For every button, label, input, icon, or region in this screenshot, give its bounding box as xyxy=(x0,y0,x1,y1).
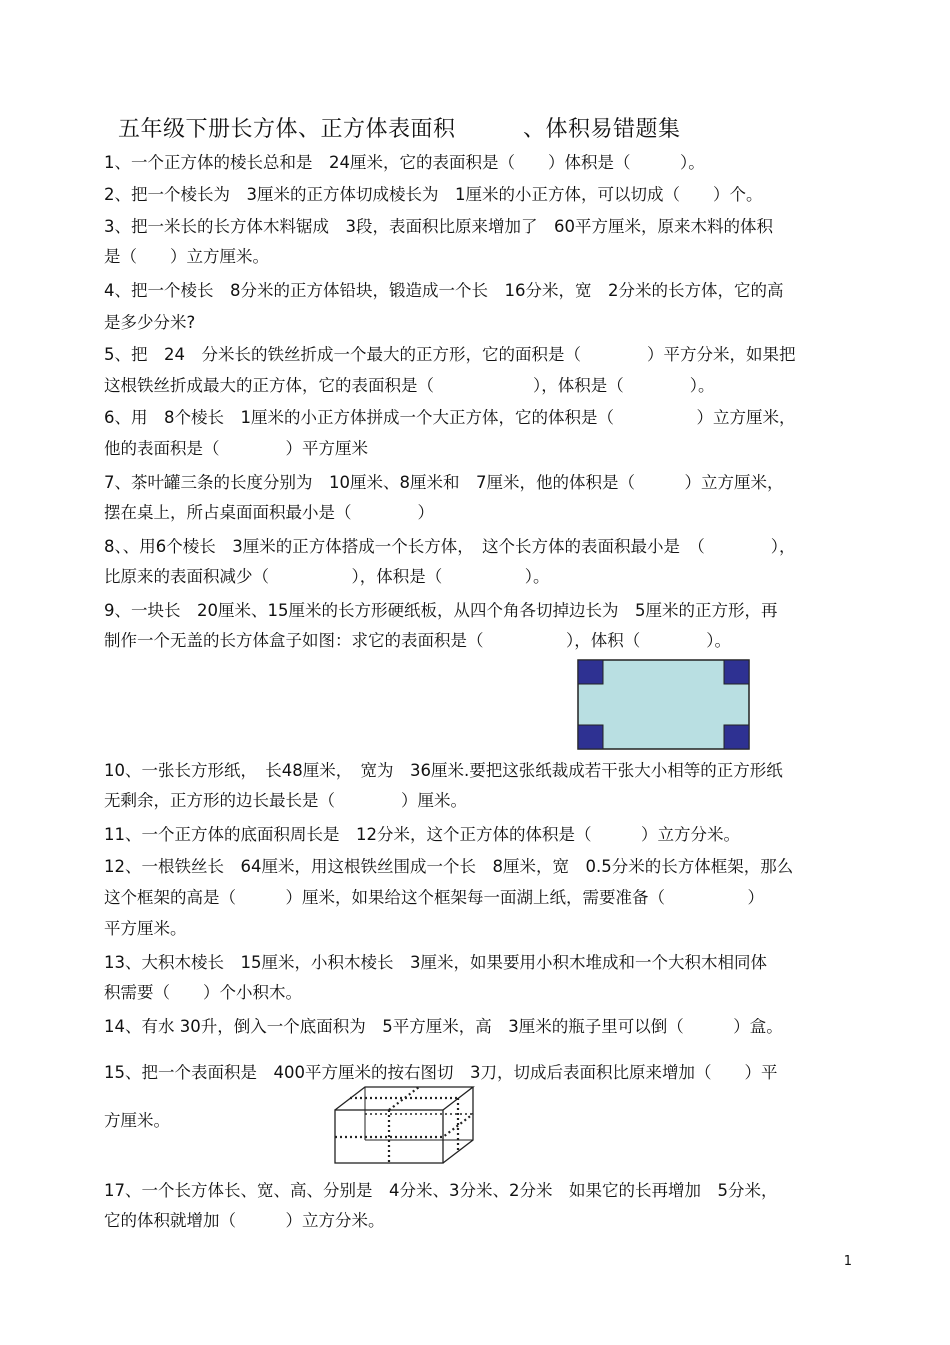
question-13-line-2: 积需要（ ）个小积木。 xyxy=(104,983,302,1002)
corner-square-top-right xyxy=(724,660,749,684)
question-4-line-2: 是多少分米? xyxy=(104,313,196,332)
question-1-line-1: 1、一个正方体的棱长总和是 24厘米，它的表面积是（ ）体积是（ ）。 xyxy=(104,153,705,172)
cardboard-corner-cut-figure xyxy=(577,659,751,751)
question-2-line-1: 2、把一个棱长为 3厘米的正方体切成棱长为 1厘米的小正方体，可以切成（ ）个。 xyxy=(104,185,763,204)
question-4-line-1: 4、把一个棱长 8分米的正方体铅块，锻造成一个长 16分米，宽 2分米的长方体，它的高 xyxy=(104,281,784,300)
question-5-line-2: 这根铁丝折成最大的正方体，它的表面积是（ ），体积是（ ）。 xyxy=(104,376,715,395)
cardboard-rect xyxy=(578,660,749,749)
cuboid-cut-figure xyxy=(334,1086,480,1164)
question-7-line-1: 7、茶叶罐三条的长度分别为 10厘米、8厘米和 7厘米，他的体积是（ ）立方厘米， xyxy=(104,473,784,492)
question-7-line-2: 摆在桌上，所占桌面面积最小是（ ） xyxy=(104,503,434,522)
page-number: 1 xyxy=(843,1254,852,1269)
question-13-line-1: 13、大积木棱长 15厘米，小积木棱长 3厘米，如果要用小积木堆成和一个大积木相同体 xyxy=(104,953,767,972)
page-title: 五年级下册长方体、正方体表面积 、体积易错题集 xyxy=(118,117,681,142)
question-17-line-2: 它的体积就增加（ ）立方分米。 xyxy=(104,1211,385,1230)
question-3-line-2: 是（ ）立方厘米。 xyxy=(104,247,269,266)
question-14-line-1: 14、有水 30升，倒入一个底面积为 5平方厘米，高 3厘米的瓶子里可以倒（ ）盒。 xyxy=(104,1017,783,1036)
question-10-line-2: 无剩余，正方形的边长最长是（ ）厘米。 xyxy=(104,791,467,810)
question-8-line-2: 比原来的表面积减少（ ），体积是（ ）。 xyxy=(104,567,550,586)
corner-square-bottom-right xyxy=(724,725,749,749)
question-6-line-1: 6、用 8个棱长 1厘米的小正方体拼成一个大正方体，它的体积是（ ）立方厘米， xyxy=(104,408,796,427)
question-12-line-2: 这个框架的高是（ ）厘米，如果给这个框架每一面湖上纸，需要准备（ ） xyxy=(104,888,764,907)
question-15-line-1: 15、把一个表面积是 400平方厘米的按右图切 3刀，切成后表面积比原来增加（ ）平 xyxy=(104,1063,778,1082)
corner-square-top-left xyxy=(578,660,603,684)
question-10-line-1: 10、一张长方形纸， 长48厘米， 宽为 36厘米.要把这张纸裁成若干张大小相等的正方形纸 xyxy=(104,761,783,780)
question-17-line-1: 17、一个长方体长、宽、高、分别是 4分米、3分米、2分米 如果它的长再增加 5分米， xyxy=(104,1181,778,1200)
question-12-line-3: 平方厘米。 xyxy=(104,919,187,938)
question-6-line-2: 他的表面积是（ ）平方厘米 xyxy=(104,439,368,458)
question-15-line-2: 方厘米。 xyxy=(104,1111,170,1130)
corner-square-bottom-left xyxy=(578,725,603,749)
question-11-line-1: 11、一个正方体的底面积周长是 12分米，这个正方体的体积是（ ）立方分米。 xyxy=(104,825,740,844)
question-9-line-1: 9、一块长 20厘米、15厘米的长方形硬纸板，从四个角各切掉边长为 5厘米的正方形，再 xyxy=(104,601,778,620)
question-9-line-2: 制作一个无盖的长方体盒子如图：求它的表面积是（ ），体积（ ）。 xyxy=(104,631,731,650)
question-3-line-1: 3、把一米长的长方体木料锯成 3段，表面积比原来增加了 60平方厘米，原来木料的体积 xyxy=(104,217,773,236)
question-8-line-1: 8、、用6个棱长 3厘米的正方体搭成一个长方体， 这个长方体的表面积最小是 （ ）， xyxy=(104,537,796,556)
question-12-line-1: 12、一根铁丝长 64厘米，用这根铁丝围成一个长 8厘米，宽 0.5分米的长方体框架，那么 xyxy=(104,857,794,876)
question-5-line-1: 5、把 24 分米长的铁丝折成一个最大的正方形，它的面积是（ ）平方分米，如果把 xyxy=(104,345,796,364)
